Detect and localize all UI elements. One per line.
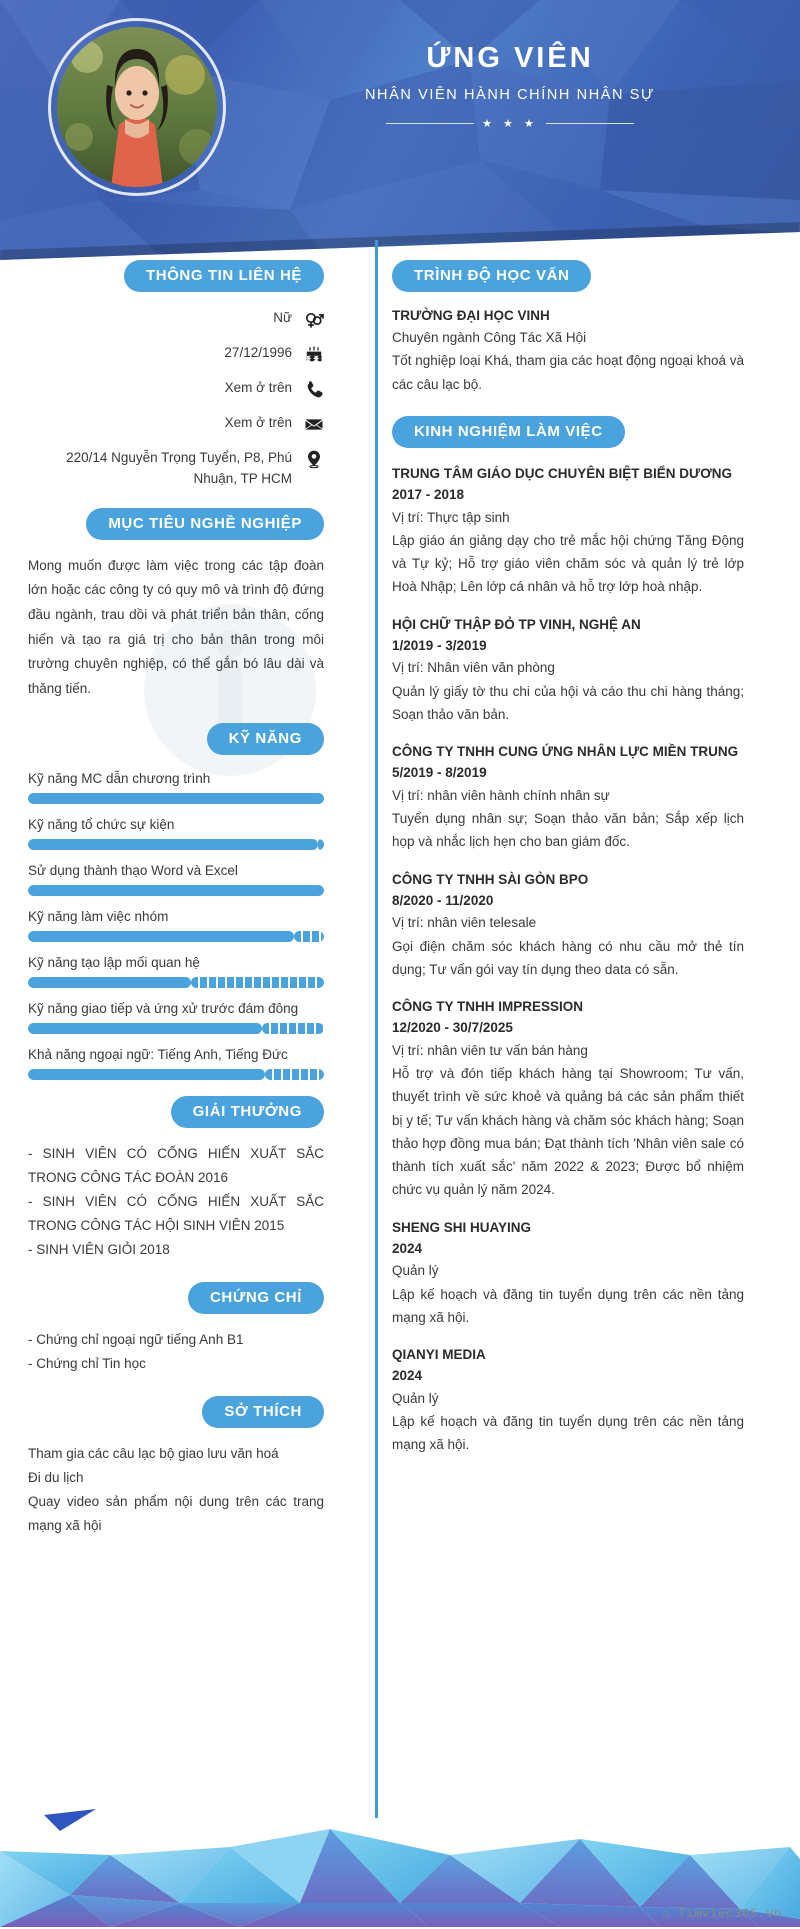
experience-period: 2024 bbox=[392, 1240, 423, 1256]
skill-progress-fill bbox=[28, 977, 191, 988]
list-item: - SINH VIÊN CÓ CỐNG HIẾN XUẤT SẮC TRONG CÔNG TÁC ĐOÀN 2016 bbox=[28, 1146, 324, 1186]
awards-list bbox=[28, 1142, 324, 1262]
experience-description: Lập kế hoạch và đăng tin tuyển dụng trên các nền tảng mạng xã hội. bbox=[392, 1414, 744, 1453]
contact-section-header bbox=[28, 260, 324, 292]
page-title: ỨNG VIÊN bbox=[426, 42, 594, 74]
experience-company: CÔNG TY TNHH SÀI GÒN BPO bbox=[392, 871, 589, 887]
contact-email-value: Xem ở trên bbox=[224, 415, 292, 430]
experience-description: Gọi điện chăm sóc khách hàng có nhu cầu mở thẻ tín dụng; Tư vấn gói vay tín dụng theo data có sẵn. bbox=[392, 938, 744, 977]
contact-phone-value: Xem ở trên bbox=[224, 380, 292, 395]
experience-item bbox=[392, 615, 744, 727]
skill-label: Khả năng ngoại ngữ: Tiếng Anh, Tiếng Đức bbox=[28, 1047, 288, 1063]
skill-item bbox=[28, 771, 324, 804]
list-item: - Chứng chỉ ngoại ngữ tiếng Anh B1 bbox=[28, 1332, 244, 1348]
experience-company: CÔNG TY TNHH IMPRESSION bbox=[392, 999, 584, 1015]
experience-position: Vị trí: nhân viên telesale bbox=[392, 915, 537, 931]
education-school: TRƯỜNG ĐẠI HỌC VINH bbox=[392, 308, 550, 323]
skill-label: Kỹ năng tạo lập mối quan hệ bbox=[28, 955, 200, 971]
skill-progress-bar bbox=[28, 1023, 324, 1034]
experience-section-header bbox=[392, 416, 744, 448]
contact-gender-value: Nữ bbox=[273, 310, 292, 325]
awards-title: GIẢI THƯỞNG bbox=[171, 1096, 324, 1128]
page-subtitle: NHÂN VIÊN HÀNH CHÍNH NHÂN SỰ bbox=[364, 87, 655, 103]
divider-line-left bbox=[386, 123, 474, 124]
avatar bbox=[57, 27, 217, 187]
gender-icon bbox=[304, 309, 324, 329]
skill-progress-fill bbox=[28, 793, 324, 804]
education-note: Tốt nghiệp loại Khá, tham gia các hoạt động ngoại khoá và các câu lạc bộ. bbox=[392, 353, 744, 392]
experience-description: Tuyển dụng nhân sự; Soạn thảo văn bản; Sắp xếp lịch họp và nhắc lịch hẹn cho ban giám đốc. bbox=[392, 811, 744, 850]
experience-item bbox=[392, 464, 744, 599]
list-item: Tham gia các câu lạc bộ giao lưu văn hoá bbox=[28, 1446, 279, 1462]
skills-title: KỸ NĂNG bbox=[207, 723, 324, 755]
contact-item-birthday bbox=[28, 343, 324, 364]
list-item: - SINH VIÊN CÓ CỐNG HIẾN XUẤT SẮC TRONG CÔNG TÁC HỘI SINH VIÊN 2015 bbox=[28, 1194, 324, 1234]
experience-title: KINH NGHIỆM LÀM VIỆC bbox=[392, 416, 625, 448]
list-item: Đi du lịch bbox=[28, 1470, 84, 1486]
skill-progress-dots bbox=[318, 839, 324, 850]
experience-list bbox=[392, 464, 744, 1457]
skill-item bbox=[28, 955, 324, 988]
skill-progress-fill bbox=[28, 1023, 262, 1034]
skill-item bbox=[28, 1047, 324, 1080]
skill-progress-fill bbox=[28, 1069, 265, 1080]
skills-list bbox=[28, 771, 324, 1080]
cv-body bbox=[0, 260, 800, 1810]
experience-description: Lập giáo án giảng dạy cho trẻ mắc hội chứng Tăng Động và Tự kỷ; Hỗ trợ giáo viên chăm sóc và quản lý trẻ lớp Hoà Nhập; Lên lớp cá nhân và hỗ trợ lớp hoà nhập. bbox=[392, 532, 744, 595]
skill-label: Kỹ năng làm việc nhóm bbox=[28, 909, 169, 925]
experience-period: 2024 bbox=[392, 1368, 423, 1384]
skill-progress-fill bbox=[28, 885, 324, 896]
skill-progress-bar bbox=[28, 885, 324, 896]
skill-item bbox=[28, 909, 324, 942]
column-divider bbox=[375, 240, 378, 1818]
skill-label: Kỹ năng giao tiếp và ứng xử trước đám đông bbox=[28, 1001, 299, 1017]
skill-progress-dots bbox=[191, 977, 324, 988]
skill-progress-bar bbox=[28, 977, 324, 988]
location-icon bbox=[304, 449, 324, 469]
experience-position: Vị trí: Nhân viên văn phòng bbox=[392, 660, 555, 676]
list-item: - Chứng chỉ Tin học bbox=[28, 1356, 146, 1372]
header-divider bbox=[300, 117, 720, 130]
experience-period: 1/2019 - 3/2019 bbox=[392, 637, 487, 653]
certificates-title: CHỨNG CHỈ bbox=[188, 1282, 324, 1314]
objective-text: Mong muốn được làm việc trong các tập đoàn lớn hoặc các công ty có quy mô và trình độ đứng đầu ngành, trau dồi và phát triển bản thân, cống hiến và tạo ra giá trị cho bản thân trong môi trường chuyên nghiệp, có thể gắn bó lâu dài và thăng tiến. bbox=[28, 557, 324, 696]
contact-birthday-value: 27/12/1996 bbox=[224, 345, 292, 360]
skill-progress-dots bbox=[294, 931, 324, 942]
experience-item bbox=[392, 997, 744, 1201]
avatar-frame bbox=[48, 18, 226, 196]
experience-position: Vị trí: nhân viên tư vấn bán hàng bbox=[392, 1042, 588, 1058]
experience-period: 5/2019 - 8/2019 bbox=[392, 765, 487, 781]
experience-company: CÔNG TY TNHH CUNG ỨNG NHÂN LỰC MIỀN TRUNG bbox=[392, 744, 739, 760]
experience-description: Quản lý giấy tờ thu chi của hội và cáo thu chi hàng tháng; Soạn thảo văn bản. bbox=[392, 683, 744, 722]
experience-description: Hỗ trợ và đón tiếp khách hàng tại Showroom; Tư vấn, thuyết trình về sức khoẻ và quảng bá các sản phẩm thiết bị y tế; Tư vấn khách hàng và chăm sóc khách hàng; Soạn thảo hợp đồng mua bán; Đạt thành tích 'Nhân viên sale có thành tích xuất sắc' năm 2022 & 2023; Được bổ nhiệm chức vụ quản lý năm 2024. bbox=[392, 1066, 744, 1198]
contact-item-email bbox=[28, 413, 324, 434]
email-icon bbox=[304, 414, 324, 434]
skill-progress-bar bbox=[28, 793, 324, 804]
skill-progress-fill bbox=[28, 931, 294, 942]
contact-item-address bbox=[28, 448, 324, 490]
experience-item bbox=[392, 1218, 744, 1330]
skill-label: Sử dụng thành thạo Word và Excel bbox=[28, 863, 238, 879]
experience-company: QIANYI MEDIA bbox=[392, 1347, 486, 1362]
experience-company: SHENG SHI HUAYING bbox=[392, 1219, 532, 1235]
skills-section-header bbox=[28, 723, 324, 755]
stars-icon: ★ ★ ★ bbox=[482, 118, 538, 130]
skill-progress-bar bbox=[28, 839, 324, 850]
cv-header bbox=[0, 0, 800, 260]
header-titles bbox=[300, 42, 720, 130]
phone-icon bbox=[304, 379, 324, 399]
skill-item bbox=[28, 863, 324, 896]
certificates-section-header bbox=[28, 1282, 324, 1314]
list-item: - SINH VIÊN GIỎI 2018 bbox=[28, 1242, 170, 1258]
contact-item-gender bbox=[28, 308, 324, 329]
right-column bbox=[392, 260, 772, 1457]
experience-company: HỘI CHỮ THẬP ĐỎ TP VINH, NGHỆ AN bbox=[392, 616, 641, 632]
skill-item bbox=[28, 1001, 324, 1034]
objective-section-header bbox=[28, 508, 324, 540]
experience-position: Quản lý bbox=[392, 1390, 439, 1406]
cake-icon bbox=[304, 344, 324, 364]
skill-progress-bar bbox=[28, 1069, 324, 1080]
skill-item bbox=[28, 817, 324, 850]
awards-section-header bbox=[28, 1096, 324, 1128]
certificates-list bbox=[28, 1328, 324, 1376]
education-section-header bbox=[392, 260, 744, 292]
hobbies-section-header bbox=[28, 1396, 324, 1428]
skill-label: Kỹ năng MC dẫn chương trình bbox=[28, 771, 211, 787]
experience-item bbox=[392, 1345, 744, 1457]
contact-item-phone bbox=[28, 378, 324, 399]
education-title: TRÌNH ĐỘ HỌC VẤN bbox=[392, 260, 591, 292]
experience-period: 8/2020 - 11/2020 bbox=[392, 892, 494, 908]
left-column bbox=[0, 260, 352, 1538]
objective-title: MỤC TIÊU NGHỀ NGHIỆP bbox=[86, 508, 324, 540]
experience-company: TRUNG TÂM GIÁO DỤC CHUYÊN BIỆT BIỂN DƯƠNG bbox=[392, 465, 732, 481]
experience-period: 12/2020 - 30/7/2025 bbox=[392, 1020, 513, 1036]
list-item: Quay video sản phẩm nội dung trên các trang mạng xã hội bbox=[28, 1494, 324, 1534]
experience-item bbox=[392, 742, 744, 854]
hobbies-title: SỞ THÍCH bbox=[202, 1396, 324, 1428]
hobbies-list bbox=[28, 1442, 324, 1538]
experience-description: Lập kế hoạch và đăng tin tuyển dụng trên các nền tảng mạng xã hội. bbox=[392, 1286, 744, 1325]
skill-label: Kỹ năng tổ chức sự kiện bbox=[28, 817, 175, 833]
experience-position: Quản lý bbox=[392, 1263, 439, 1279]
skill-progress-dots bbox=[262, 1023, 324, 1034]
experience-period: 2017 - 2018 bbox=[392, 487, 465, 503]
contact-title: THÔNG TIN LIÊN HỆ bbox=[124, 260, 324, 292]
footer-brand: ∴ Timviec365.vn bbox=[661, 1907, 782, 1921]
avatar-photo bbox=[57, 27, 217, 187]
cv-footer bbox=[0, 1799, 800, 1929]
education-major: Chuyên ngành Công Tác Xã Hội bbox=[392, 330, 587, 346]
contact-list bbox=[28, 308, 324, 490]
experience-position: Vị trí: nhân viên hành chính nhân sự bbox=[392, 787, 610, 803]
education-block bbox=[392, 306, 744, 396]
skill-progress-dots bbox=[265, 1069, 324, 1080]
skill-progress-fill bbox=[28, 839, 318, 850]
contact-address-value: 220/14 Nguyễn Trọng Tuyển, P8, Phú Nhuận, TP HCM bbox=[66, 450, 292, 486]
skill-progress-bar bbox=[28, 931, 324, 942]
experience-position: Vị trí: Thực tập sinh bbox=[392, 509, 510, 525]
divider-line-right bbox=[546, 123, 634, 124]
experience-item bbox=[392, 870, 744, 982]
